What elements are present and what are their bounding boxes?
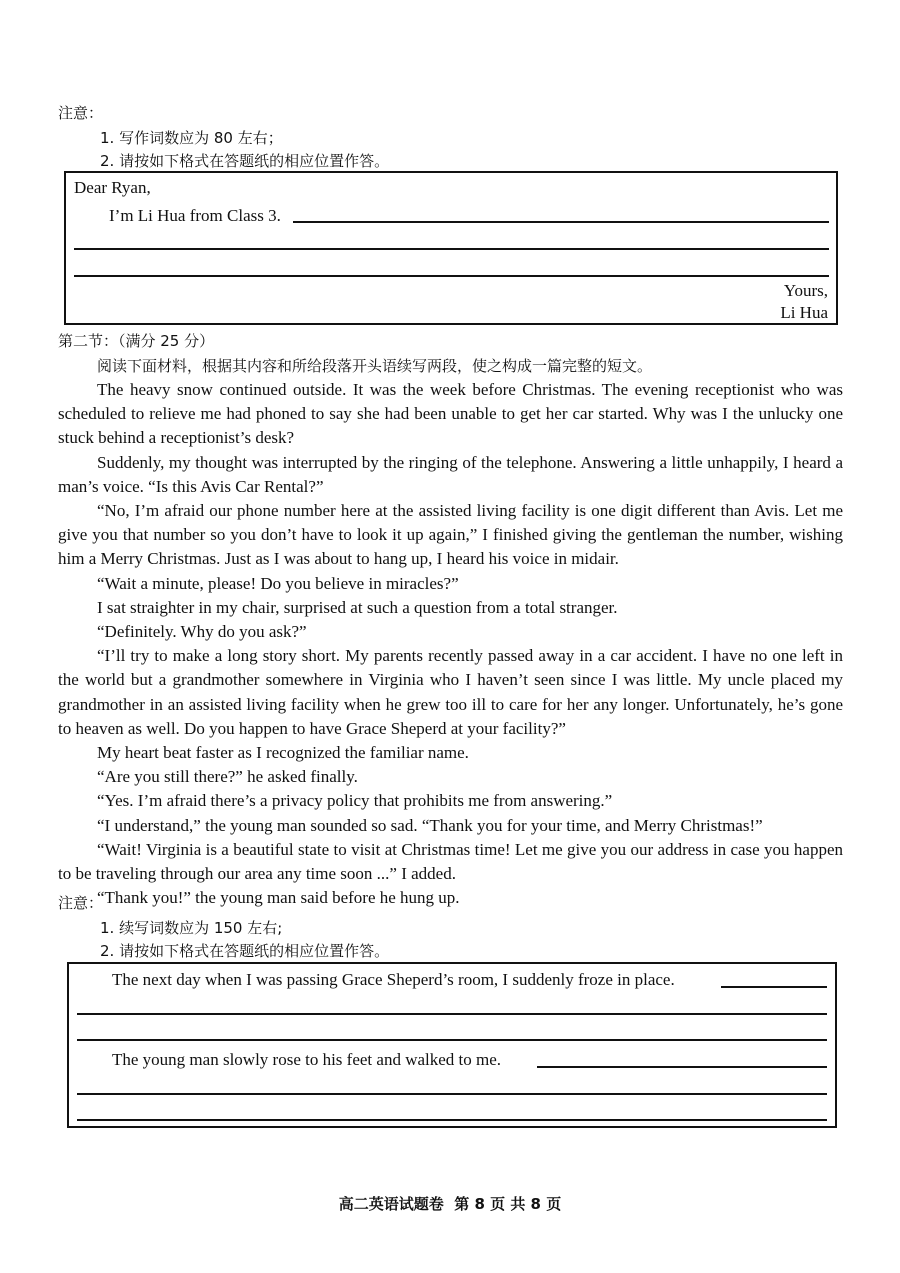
note-item: 2. 请按如下格式在答题纸的相应位置作答。	[100, 942, 390, 960]
answer-line	[77, 1013, 827, 1015]
letter-answer-box	[64, 171, 838, 325]
letter-closing: Yours,	[783, 281, 828, 300]
passage-paragraph: “Wait a minute, please! Do you believe in miracles?”	[97, 573, 459, 593]
note-item: 1. 写作词数应为 80 左右；	[100, 129, 283, 147]
answer-line	[293, 221, 829, 223]
passage-paragraph: Suddenly, my thought was interrupted by the ringing of the telephone. Answering a little unhappily, I heard a man’s voice. “Is this Avis Car Rental?”	[58, 452, 843, 496]
passage-paragraph: I sat straighter in my chair, surprised at such a question from a total stranger.	[97, 597, 618, 617]
passage-paragraph: “No, I’m afraid our phone number here at the assisted living facility is one digit different than Avis. Let me give you that number so you don’t have to look it up again,” I finished giving the gentleman the number, wishing him a Merry Christmas. Just as I was about to hang up, I heard his voice in midair.	[58, 501, 843, 569]
passage-paragraph: “Are you still there?” he asked finally.	[97, 767, 358, 787]
passage-paragraph: “Thank you!” the young man said before he hung up.	[97, 888, 460, 908]
answer-line	[74, 248, 829, 250]
passage-paragraph: “Definitely. Why do you ask?”	[97, 622, 307, 642]
note-item: 2. 请按如下格式在答题纸的相应位置作答。	[100, 152, 390, 170]
passage-paragraph: “I’ll try to make a long story short. My parents recently passed away in a car accident. I have no one left in the world but a grandmother somewhere in Virginia who I haven’t seen since I was little. My uncle placed my grandmother in an assisted living facility when he grew too ill to care for her any longer. Unfortunately, he’s gone to heaven as well. Do you happen to have Grace Sheperd at your facility?”	[58, 646, 843, 738]
answer-line	[537, 1066, 827, 1068]
notes-title: 注意：	[58, 894, 104, 912]
letter-greeting: Dear Ryan,	[74, 178, 151, 197]
continuation-para1-opening: The next day when I was passing Grace Sheperd’s room, I suddenly froze in place.	[112, 970, 675, 989]
answer-line	[77, 1119, 827, 1121]
page-footer: 高二英语试题卷 第 8 页 共 8 页	[338, 1195, 562, 1213]
reading-passage	[58, 378, 843, 910]
answer-line	[77, 1093, 827, 1095]
answer-line	[74, 275, 829, 277]
passage-paragraph: “Wait! Virginia is a beautiful state to visit at Christmas time! Let me give you our address in case you happen to be traveling through our area any time soon ...” I added.	[58, 839, 843, 884]
passage-paragraph: My heart beat faster as I recognized the familiar name.	[97, 743, 469, 763]
answer-line	[77, 1039, 827, 1041]
notes-title: 注意：	[58, 104, 104, 122]
continuation-para2-opening: The young man slowly rose to his feet and walked to me.	[112, 1050, 502, 1069]
section-instruction: 阅读下面材料，根据其内容和所给段落开头语续写两段，使之构成一篇完整的短文。	[97, 357, 653, 375]
continuation-answer-box	[67, 962, 837, 1128]
passage-paragraph: The heavy snow continued outside. It was the week before Christmas. The evening receptionist who was scheduled to relieve me had phoned to say she had been unable to get her car started. Why was I the unlucky one stuck behind a receptionist’s desk?	[58, 380, 843, 448]
section-title: 第二节：（满分 25 分）	[58, 332, 215, 350]
letter-signature: Li Hua	[780, 303, 828, 322]
answer-line	[721, 986, 827, 988]
passage-paragraph: “Yes. I’m afraid there’s a privacy policy that prohibits me from answering.”	[97, 791, 613, 811]
note-item: 1. 续写词数应为 150 左右;	[100, 919, 283, 937]
passage-paragraph: “I understand,” the young man sounded so sad. “Thank you for your time, and Merry Christmas!”	[97, 815, 763, 835]
letter-opening: I’m Li Hua from Class 3.	[109, 206, 281, 225]
